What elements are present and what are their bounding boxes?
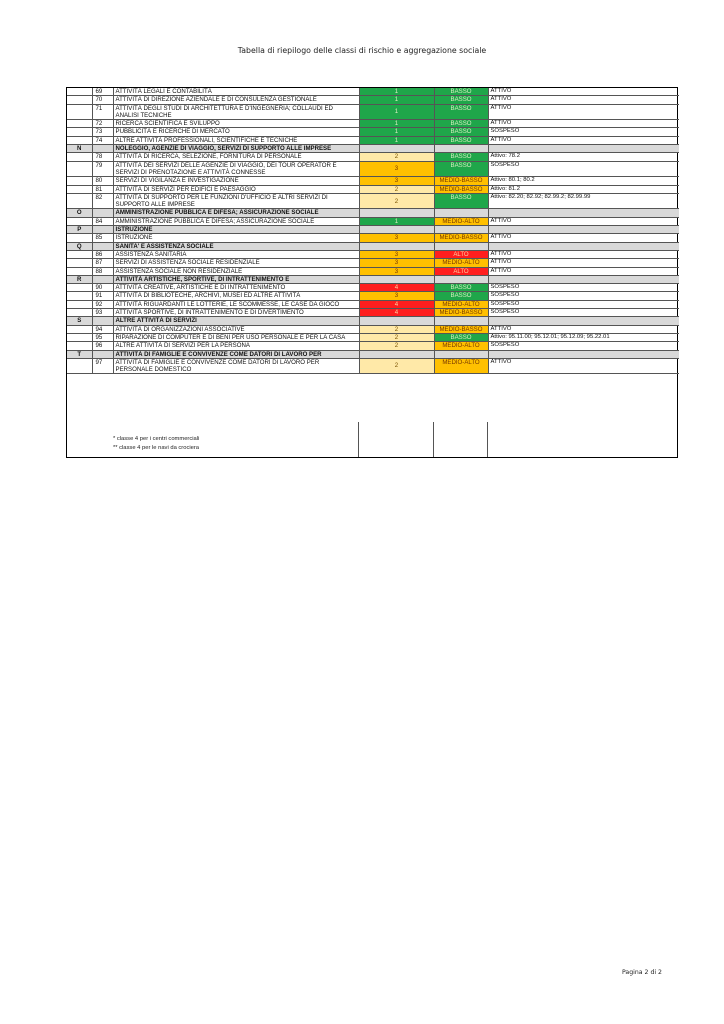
ateco-code: 97 [92,358,113,374]
ateco-code: 95 [92,333,113,341]
cell-empty [67,292,92,300]
risk-class: 2 [359,153,434,161]
risk-class: 1 [359,217,434,225]
aggregation-level: ALTO [434,250,488,258]
risk-class: 3 [359,234,434,242]
aggregation-level: BASSO [434,161,488,177]
table-row [67,120,679,128]
ateco-code: 96 [92,342,113,350]
cell-empty [359,350,434,358]
cell-empty [67,342,92,350]
aggregation-level: BASSO [434,96,488,104]
table-row [67,193,679,209]
activity-description: ATTIVITÀ SPORTIVE, DI INTRATTENIMENTO E DI DIVERTIMENTO [113,309,359,317]
table-row [67,259,679,267]
column-divider [433,422,434,457]
cell-empty [488,275,679,283]
risk-table-body [67,88,679,374]
section-row [67,226,679,234]
page-title: Tabella di riepilogo delle classi di rischio e aggregazione sociale [237,46,487,55]
cell-empty [488,242,679,250]
cell-empty [92,242,113,250]
cell-empty [434,242,488,250]
activity-status: ATTIVO [488,259,679,267]
table-row [67,217,679,225]
aggregation-level: BASSO [434,136,488,144]
aggregation-level: MEDIO-BASSO [434,309,488,317]
aggregation-level: MEDIO-ALTO [434,300,488,308]
section-title: SANITA' E ASSISTENZA SOCIALE [113,242,359,250]
activity-status: ATTIVO [488,358,679,374]
aggregation-level: MEDIO-BASSO [434,185,488,193]
table-row [67,96,679,104]
table-row [67,88,679,96]
section-code: P [67,226,92,234]
cell-empty [67,217,92,225]
cell-empty [359,145,434,153]
section-code: Q [67,242,92,250]
table-row [67,333,679,341]
table-row [67,300,679,308]
ateco-code: 73 [92,128,113,136]
ateco-code: 87 [92,259,113,267]
risk-table [67,88,679,374]
cell-empty [359,226,434,234]
activity-description: ASSISTENZA SOCIALE NON RESIDENZIALE [113,267,359,275]
activity-status: ATTIVO [488,96,679,104]
risk-class: 2 [359,358,434,374]
footnote: ** classe 4 per le navi da crociera [113,445,200,451]
activity-status: SOSPESO [488,309,679,317]
activity-status: Attivo: 82.20; 82.92; 82.99.2; 82.99.99 [488,193,679,209]
cell-empty [488,226,679,234]
activity-description: ALTRE ATTIVITÀ PROFESSIONALI, SCIENTIFICHE E TECNICHE [113,136,359,144]
table-row [67,177,679,185]
cell-empty [434,226,488,234]
aggregation-level: BASSO [434,292,488,300]
ateco-code: 90 [92,284,113,292]
risk-class: 2 [359,342,434,350]
cell-empty [67,250,92,258]
cell-empty [434,209,488,217]
activity-description: ATTIVITÀ DI SERVIZI PER EDIFICI E PAESAGGIO [113,185,359,193]
cell-empty [67,267,92,275]
ateco-code: 88 [92,267,113,275]
risk-class: 3 [359,177,434,185]
column-divider [487,422,488,457]
activity-status: SOSPESO [488,284,679,292]
cell-empty [67,96,92,104]
activity-description: PUBBLICITÀ E RICERCHE DI MERCATO [113,128,359,136]
activity-status: Attivo: 80.1; 80.2 [488,177,679,185]
cell-empty [359,242,434,250]
footnotes [113,435,199,453]
risk-class: 1 [359,136,434,144]
activity-status: ATTIVO [488,217,679,225]
cell-empty [67,284,92,292]
cell-empty [488,350,679,358]
ateco-code: 86 [92,250,113,258]
cell-empty [67,259,92,267]
table-row [67,185,679,193]
cell-empty [92,145,113,153]
risk-class: 2 [359,325,434,333]
activity-status: Attivo: 78.2 [488,153,679,161]
section-code: O [67,209,92,217]
ateco-code: 92 [92,300,113,308]
risk-class: 4 [359,309,434,317]
cell-empty [434,350,488,358]
aggregation-level: BASSO [434,128,488,136]
risk-class: 4 [359,300,434,308]
activity-description: ATTIVITÀ DI RICERCA, SELEZIONE, FORNITURA DI PERSONALE [113,153,359,161]
aggregation-level: MEDIO-ALTO [434,217,488,225]
risk-class: 3 [359,259,434,267]
section-row [67,242,679,250]
activity-description: SERVIZI DI ASSISTENZA SOCIALE RESIDENZIALE [113,259,359,267]
activity-status: SOSPESO [488,292,679,300]
activity-status: Attivo: 81.2 [488,185,679,193]
activity-description: SERVIZI DI VIGILANZA E INVESTIGAZIONE [113,177,359,185]
risk-class: 1 [359,120,434,128]
table-row [67,153,679,161]
activity-description: ATTIVITÀ CREATIVE, ARTISTICHE E DI INTRATTENIMENTO [113,284,359,292]
section-row [67,275,679,283]
activity-description: ATTIVITÀ RIGUARDANTI LE LOTTERIE, LE SCOMMESSE, LE CASE DA GIOCO [113,300,359,308]
risk-class: 1 [359,104,434,120]
aggregation-level: BASSO [434,153,488,161]
table-row [67,292,679,300]
ateco-code: 93 [92,309,113,317]
risk-class: 2 [359,185,434,193]
activity-status: ATTIVO [488,136,679,144]
table-row [67,325,679,333]
cell-empty [67,325,92,333]
section-row [67,145,679,153]
table-row [67,104,679,120]
aggregation-level: MEDIO-ALTO [434,342,488,350]
risk-class: 3 [359,250,434,258]
cell-empty [67,185,92,193]
section-title: ALTRE ATTIVITÀ DI SERVIZI [113,317,359,325]
cell-empty [359,209,434,217]
aggregation-level: MEDIO-ALTO [434,358,488,374]
activity-status: ATTIVO [488,104,679,120]
table-row [67,250,679,258]
ateco-code: 69 [92,88,113,96]
cell-empty [434,275,488,283]
cell-empty [434,317,488,325]
table-row [67,309,679,317]
table-row [67,136,679,144]
activity-description: ATTIVITÀ LEGALI E CONTABILITÀ [113,88,359,96]
page-number: Pagina 2 di 2 [621,969,662,976]
aggregation-level: BASSO [434,88,488,96]
ateco-code: 80 [92,177,113,185]
risk-class: 1 [359,128,434,136]
risk-class: 4 [359,284,434,292]
ateco-code: 84 [92,217,113,225]
risk-class: 1 [359,88,434,96]
table-row [67,358,679,374]
ateco-code: 91 [92,292,113,300]
cell-empty [92,317,113,325]
column-divider [358,422,359,457]
activity-description: ALTRE ATTIVITÀ DI SERVIZI PER LA PERSONA [113,342,359,350]
table-row [67,234,679,242]
cell-empty [92,209,113,217]
activity-description: ASSISTENZA SANITARIA [113,250,359,258]
activity-status: ATTIVO [488,120,679,128]
activity-description: ATTIVITÀ DI DIREZIONE AZIENDALE E DI CONSULENZA GESTIONALE [113,96,359,104]
aggregation-level: MEDIO-BASSO [434,177,488,185]
section-row [67,317,679,325]
activity-status: SOSPESO [488,300,679,308]
cell-empty [67,309,92,317]
aggregation-level: BASSO [434,193,488,209]
ateco-code: 85 [92,234,113,242]
aggregation-level: MEDIO-ALTO [434,259,488,267]
ateco-code: 70 [92,96,113,104]
cell-empty [67,104,92,120]
section-code: R [67,275,92,283]
ateco-code: 72 [92,120,113,128]
section-title: NOLEGGIO, AGENZIE DI VIAGGIO, SERVIZI DI SUPPORTO ALLE IMPRESE [113,145,359,153]
activity-status: SOSPESO [488,161,679,177]
section-row [67,350,679,358]
cell-empty [67,358,92,374]
cell-empty [488,209,679,217]
section-code: S [67,317,92,325]
cell-empty [434,145,488,153]
aggregation-level: BASSO [434,333,488,341]
activity-description: RIPARAZIONE DI COMPUTER E DI BENI PER USO PERSONALE E PER LA CASA [113,333,359,341]
ateco-code: 79 [92,161,113,177]
cell-empty [92,275,113,283]
ateco-code: 71 [92,104,113,120]
footnote: * classe 4 per i centri commerciali [113,436,200,442]
aggregation-level: ALTO [434,267,488,275]
risk-table-container [66,87,678,458]
cell-empty [488,145,679,153]
activity-status: ATTIVO [488,325,679,333]
section-title: ATTIVITÀ DI FAMIGLIE E CONVIVENZE COME DATORI DI LAVORO PER [113,350,359,358]
ateco-code: 78 [92,153,113,161]
section-row [67,209,679,217]
section-code: N [67,145,92,153]
activity-description: RICERCA SCIENTIFICA E SVILUPPO [113,120,359,128]
activity-description: ISTRUZIONE [113,234,359,242]
cell-empty [359,317,434,325]
activity-description: ATTIVITÀ DI ORGANIZZAZIONI ASSOCIATIVE [113,325,359,333]
cell-empty [67,300,92,308]
aggregation-level: MEDIO-BASSO [434,325,488,333]
cell-empty [67,161,92,177]
activity-description: ATTIVITÀ DEGLI STUDI DI ARCHITETTURA E D'INGEGNERIA; COLLAUDI ED ANALISI TECNICHE [113,104,359,120]
cell-empty [67,153,92,161]
cell-empty [92,350,113,358]
aggregation-level: BASSO [434,104,488,120]
activity-description: AMMINISTRAZIONE PUBBLICA E DIFESA; ASSICURAZIONE SOCIALE [113,217,359,225]
cell-empty [67,136,92,144]
activity-description: ATTIVITÀ DI BIBLIOTECHE, ARCHIVI, MUSEI ED ALTRE ATTIVITÀ [113,292,359,300]
activity-description: ATTIVITÀ DI SUPPORTO PER LE FUNZIONI D'UFFICIO E ALTRI SERVIZI DI SUPPORTO ALLE IMPRESE [113,193,359,209]
cell-empty [67,88,92,96]
cell-empty [67,128,92,136]
ateco-code: 74 [92,136,113,144]
risk-class: 1 [359,96,434,104]
aggregation-level: BASSO [434,120,488,128]
risk-class: 2 [359,333,434,341]
ateco-code: 94 [92,325,113,333]
section-title: AMMINISTRAZIONE PUBBLICA E DIFESA; ASSICURAZIONE SOCIALE [113,209,359,217]
risk-class: 2 [359,193,434,209]
risk-class: 3 [359,267,434,275]
activity-status: ATTIVO [488,250,679,258]
aggregation-level: BASSO [434,284,488,292]
ateco-code: 82 [92,193,113,209]
activity-description: ATTIVITÀ DI FAMIGLIE E CONVIVENZE COME DATORI DI LAVORO PER PERSONALE DOMESTICO [113,358,359,374]
table-row [67,161,679,177]
activity-status: SOSPESO [488,128,679,136]
table-row [67,128,679,136]
cell-empty [92,226,113,234]
risk-class: 3 [359,161,434,177]
aggregation-level: MEDIO-BASSO [434,234,488,242]
cell-empty [67,234,92,242]
table-row [67,267,679,275]
section-title: ATTIVITÀ ARTISTICHE, SPORTIVE, DI INTRATTENIMENTO E [113,275,359,283]
section-title: ISTRUZIONE [113,226,359,234]
cell-empty [488,317,679,325]
risk-class: 3 [359,292,434,300]
cell-empty [67,177,92,185]
activity-status: SOSPESO [488,342,679,350]
table-row [67,284,679,292]
cell-empty [67,120,92,128]
activity-status: Attivo: 95.11.00; 95.12.01; 95.12.09; 95.22.01 [488,333,679,341]
activity-status: ATTIVO [488,88,679,96]
table-row [67,342,679,350]
activity-description: ATTIVITÀ DEI SERVIZI DELLE AGENZIE DI VIAGGIO, DEI TOUR OPERATOR E SERVIZI DI PRENOTAZIONE E ATTIVITÀ CONNESSE [113,161,359,177]
section-code: T [67,350,92,358]
cell-empty [67,333,92,341]
activity-status: ATTIVO [488,234,679,242]
activity-status: ATTIVO [488,267,679,275]
ateco-code: 81 [92,185,113,193]
cell-empty [67,193,92,209]
cell-empty [359,275,434,283]
